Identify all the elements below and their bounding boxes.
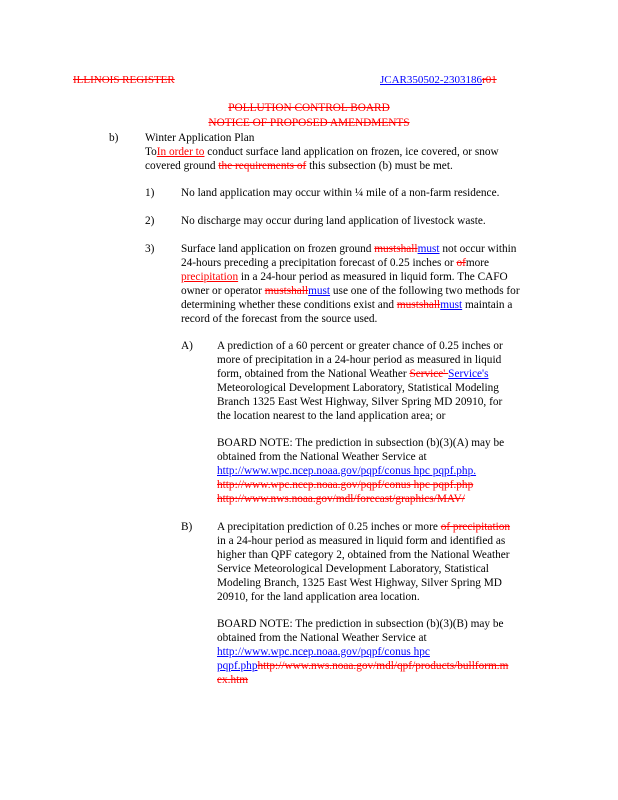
jcar-code-inserted: JCAR350502-2303186 bbox=[380, 74, 483, 86]
item-b-line3: higher than QPF category 2, obtained from the National Weather bbox=[217, 549, 510, 561]
section-b-label: b) bbox=[109, 132, 119, 144]
item-3-line6: record of the forecast from the source used. bbox=[181, 313, 378, 325]
deleted-link-b: http://www.nws.noaa.gov/mdl/qpf/products/bullform.m bbox=[257, 660, 509, 672]
item-b-number: B) bbox=[181, 521, 193, 533]
board-note-a-line1: BOARD NOTE: The prediction in subsection (b)(3)(A) may be bbox=[217, 437, 505, 449]
deleted-link-b-tail: ex.htm bbox=[217, 674, 249, 686]
item-3-line1: Surface land application on frozen ground mustshallmust not occur within bbox=[181, 243, 517, 255]
item-2-text: No discharge may occur during land application of livestock waste. bbox=[181, 215, 486, 227]
item-3-line2: 24-hours preceding a precipitation forecast of 0.25 inches or ofmore bbox=[181, 257, 490, 269]
item-b-line2: in a 24-hour period as measured in liquid form and identified as bbox=[217, 535, 506, 547]
item-a-line3: form, obtained from the National Weather Service' Service's bbox=[217, 368, 489, 380]
item-3-line4: owner or operator mustshallmust use one of the following two methods for bbox=[181, 285, 520, 297]
item-1-text: No land application may occur within ¼ mile of a non-farm residence. bbox=[181, 187, 500, 199]
deleted-link-a-2: http://www.nws.noaa.gov/mdl/forecast/graphics/MAV/ bbox=[217, 493, 465, 505]
item-3-number: 3) bbox=[145, 243, 155, 255]
board-note-b-line2: obtained from the National Weather Service at bbox=[217, 632, 427, 644]
item-3-line3: precipitation in a 24-hour period as measured in liquid form. The CAFO bbox=[181, 271, 508, 283]
deleted-link-a-1: http://www.wpc.ncep.noaa.gov/pqpf/conus hpc pqpf.php bbox=[217, 479, 474, 491]
jcar-code-deleted: r01 bbox=[482, 74, 497, 86]
item-a-line6: the location nearest to the land application area; or bbox=[217, 410, 446, 422]
item-a-line1: A prediction of a 60 percent or greater chance of 0.25 inches or bbox=[217, 340, 503, 352]
item-b-line5: Modeling Branch, 1325 East West Highway, Silver Spring MD bbox=[217, 577, 502, 589]
section-b-line1: ToIn order to conduct surface land application on frozen, ice covered, or snow bbox=[145, 146, 499, 158]
wpc-link-b-line1[interactable]: http://www.wpc.ncep.noaa.gov/pqpf/conus hpc bbox=[217, 646, 430, 658]
section-b-line2: covered ground the requirements of this subsection (b) must be met. bbox=[145, 160, 453, 172]
item-a-line2: more of precipitation in a 24-hour period as measured in liquid bbox=[217, 354, 502, 366]
item-b-line1: A precipitation prediction of 0.25 inches or more of precipitation bbox=[217, 521, 511, 533]
item-3-line5: determining whether these conditions exist and mustshallmust maintain a bbox=[181, 299, 513, 311]
item-a-number: A) bbox=[181, 340, 193, 352]
section-b-heading: Winter Application Plan bbox=[145, 132, 255, 144]
wpc-link-a[interactable]: http://www.wpc.ncep.noaa.gov/pqpf/conus hpc pqpf.php. bbox=[217, 465, 477, 477]
register-title-deleted: ILLINOIS REGISTER bbox=[73, 74, 175, 86]
notice-title: NOTICE OF PROPOSED AMENDMENTS bbox=[208, 116, 410, 129]
board-note-b-line1: BOARD NOTE: The prediction in subsection (b)(3)(B) may be bbox=[217, 618, 504, 630]
page-title bbox=[0, 101, 618, 130]
board-name: POLLUTION CONTROL BOARD bbox=[228, 102, 390, 114]
deleted-text: the requirements of bbox=[218, 160, 307, 172]
item-1-number: 1) bbox=[145, 187, 155, 199]
item-b-link-line2 bbox=[217, 659, 508, 674]
inserted-text: In order to bbox=[156, 146, 205, 158]
item-a-line4: Meteorological Development Laboratory, Statistical Modeling bbox=[217, 382, 499, 394]
item-b-line4: Service Meteorological Development Laboratory, Statistical bbox=[217, 563, 489, 575]
item-2-number: 2) bbox=[145, 215, 155, 227]
jcar-code bbox=[380, 73, 497, 88]
board-note-a-line2: obtained from the National Weather Service at bbox=[217, 451, 427, 463]
item-a-line5: Branch 1325 East West Highway, Silver Spring MD 20910, for bbox=[217, 396, 503, 408]
register-header bbox=[73, 73, 175, 88]
item-b-line6: 20910, for the land application area location. bbox=[217, 591, 420, 603]
wpc-link-b-line2[interactable]: pqpf.php bbox=[217, 660, 258, 672]
